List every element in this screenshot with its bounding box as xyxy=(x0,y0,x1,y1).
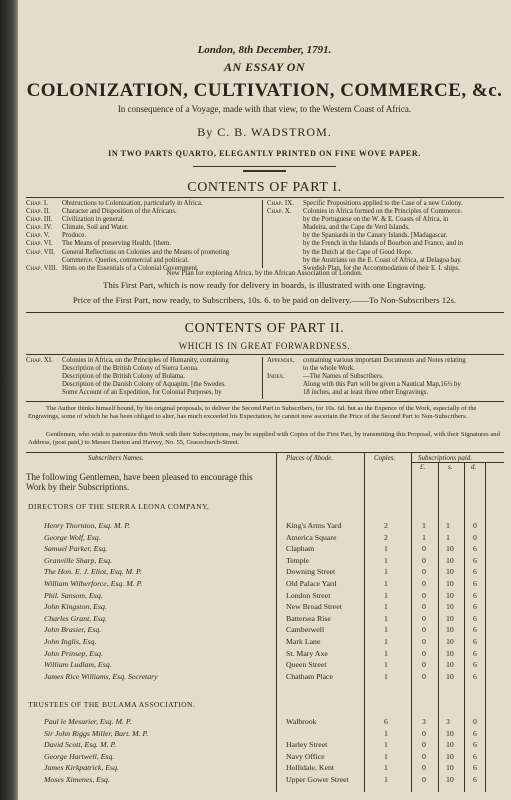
contents-line xyxy=(267,216,463,224)
chapter-number: Chap. II. xyxy=(26,208,51,216)
contents-line xyxy=(267,357,466,365)
pence-paid: 6 xyxy=(473,751,477,761)
pounds-paid: 0 xyxy=(422,613,426,623)
copies-count: 1 xyxy=(384,590,388,600)
shillings-paid: 10 xyxy=(446,555,454,565)
place-of-abode: Temple xyxy=(286,555,310,565)
chapter-number: Appendix, xyxy=(267,357,295,364)
chapter-number: Index. xyxy=(267,373,285,381)
contents-line xyxy=(267,381,466,389)
chapter-title: to the whole Work. xyxy=(303,365,355,373)
shillings-paid: 10 xyxy=(446,774,454,784)
place-of-abode: Hollidale, Kent xyxy=(286,763,335,772)
shillings-paid: 10 xyxy=(446,544,454,554)
shillings-paid: 10 xyxy=(446,637,454,646)
subscriber-name: Phil. Sansom, Esq. xyxy=(44,590,103,600)
table-vline xyxy=(464,462,465,792)
chapter-title: Climate, Soil and Water. xyxy=(62,224,129,232)
copies-count: 2 xyxy=(384,521,388,530)
shillings-paid: 1 xyxy=(446,521,450,530)
contents-line xyxy=(267,200,463,208)
copies-count: 1 xyxy=(384,660,388,670)
column-divider xyxy=(262,200,263,268)
table-vline xyxy=(276,452,277,792)
pounds-paid: 0 xyxy=(422,728,426,738)
contents-line xyxy=(267,373,466,381)
pounds-paid: 0 xyxy=(422,590,426,600)
subscriber-name: James Rice Williams, Esq. Secretary xyxy=(44,671,158,681)
place-of-abode: Battersea Rise xyxy=(286,613,331,623)
subscriber-name: John Prinsep, Esq. xyxy=(44,648,103,658)
contents-line xyxy=(267,240,463,248)
table-vline xyxy=(485,462,486,792)
place-of-abode: Walbrook xyxy=(286,717,317,726)
chapter-number: Chap. VII. xyxy=(26,248,55,256)
chapter-title: Along with this Part will be given a Nautical Map,16½ by xyxy=(303,381,461,389)
contents-line xyxy=(26,232,229,240)
contents-line xyxy=(267,249,463,257)
chapter-title: Produce. xyxy=(62,232,86,240)
pence-paid: 0 xyxy=(473,532,477,542)
place-of-abode: Chatham Place xyxy=(286,671,333,681)
contents-line xyxy=(267,389,466,397)
chapter-title: Specific Propositions applied to the Case of a new Colony. xyxy=(303,200,463,207)
pence-paid: 6 xyxy=(473,555,477,565)
chapter-title: Description of the British Colony of Bulama. xyxy=(62,373,185,381)
pence-paid: 6 xyxy=(473,774,477,784)
subscriber-name: Sir John Riggs Miller, Bart. M. P. xyxy=(44,728,149,738)
copies-count: 1 xyxy=(384,567,388,577)
pounds-paid: 0 xyxy=(422,544,426,554)
contents-line xyxy=(267,257,463,265)
pounds-paid: 0 xyxy=(422,648,426,658)
shillings-paid: 10 xyxy=(446,579,454,588)
pence-paid: 6 xyxy=(473,728,477,738)
shillings-paid: 10 xyxy=(446,660,454,670)
place-of-abode: Harley Street xyxy=(286,740,328,749)
pounds-paid: 0 xyxy=(422,671,426,681)
subscriber-name: John Brasier, Esq. xyxy=(44,625,102,635)
copies-count: 1 xyxy=(384,625,388,635)
part1-plan: New Plan for exploring Africa, by the African Association of London. xyxy=(166,269,363,277)
shillings-paid: 10 xyxy=(446,751,454,761)
chapter-title: Description of the British Colony of Sierra Leona. xyxy=(62,365,199,373)
place-of-abode: St. Mary Axe xyxy=(286,648,328,658)
chapter-title: Obstructions to Colonization, particularly in Africa. xyxy=(62,200,203,207)
copies-count: 6 xyxy=(384,717,388,726)
pounds-paid: 0 xyxy=(422,774,426,784)
pounds-paid: 0 xyxy=(422,751,426,761)
chapter-title: —The Names of Subscribers. xyxy=(303,373,384,381)
place-of-abode: New Broad Street xyxy=(286,602,342,612)
shillings-paid: 10 xyxy=(446,648,454,658)
chapter-title: by the French in the Islands of Bourbon and France, and in xyxy=(303,240,464,248)
chapter-title: Character and Disposition of the Africans. xyxy=(62,208,177,216)
chapter-title: General Reflections on Colonies and the Means of promoting xyxy=(62,248,230,256)
document-title: COLONIZATION, CULTIVATION, COMMERCE, &c. xyxy=(26,80,503,101)
copies-count: 1 xyxy=(384,751,388,761)
contents-line xyxy=(26,389,229,397)
copies-count: 1 xyxy=(384,637,388,646)
chapter-title: by the Portuguese on the W. & E. Coasts of Africa, in xyxy=(303,216,449,224)
dateline: London, 8th December, 1791. xyxy=(197,44,332,56)
table-vline xyxy=(411,452,412,792)
group-heading: TRUSTEES OF THE BULAMA ASSOCIATION. xyxy=(28,700,196,709)
consequence-line: In consequence of a Voyage, made with that view, to the Western Coast of Africa. xyxy=(117,104,412,114)
shillings-paid: 10 xyxy=(446,671,454,681)
copies-count: 1 xyxy=(384,544,388,554)
pence-paid: 6 xyxy=(473,648,477,658)
part2-heading: CONTENTS OF PART II. xyxy=(184,321,345,336)
chapter-number: Chap. V. xyxy=(26,232,50,240)
pence-paid: 0 xyxy=(473,521,477,530)
subscriber-name: John Kingston, Esq. xyxy=(44,602,107,612)
contents-line xyxy=(26,373,229,381)
table-vline xyxy=(364,452,365,792)
subscriber-name: George Wolf, Esq. xyxy=(44,532,101,542)
book-spine-shadow xyxy=(0,0,18,800)
column-divider xyxy=(262,357,263,399)
place-of-abode: Clapham xyxy=(286,544,315,554)
header-pence: d. xyxy=(471,463,477,471)
chapter-title: Description of the Danish Colony of Aquapim. [the Swedes. xyxy=(62,381,226,389)
place-of-abode: Mark Lane xyxy=(286,637,321,646)
chapter-title: Colonies in Africa formed on the Principles of Commerce. xyxy=(303,208,463,216)
pence-paid: 6 xyxy=(473,660,477,670)
chapter-title: 18 inches, and at least three other Engravings. xyxy=(303,389,429,397)
copies-count: 1 xyxy=(384,728,388,738)
place-of-abode: Downing Street xyxy=(286,567,336,577)
shillings-paid: 10 xyxy=(446,613,454,623)
pounds-paid: 0 xyxy=(422,579,426,588)
gentlemen-notice: Gentlemen, who wish to patronize this Work with their Subscriptions, may be supplied with Copies of the First Part, by transmitting this Proposal, with their Signatures and Address, (post paid,) to Messrs Darton and Harvey, No. 55, Gracechurch-Street. xyxy=(28,431,500,446)
divider xyxy=(26,354,504,355)
contents-line xyxy=(267,208,463,216)
place-of-abode: London Street xyxy=(286,590,331,600)
shillings-paid: 10 xyxy=(446,590,454,600)
copies-count: 1 xyxy=(384,613,388,623)
pounds-paid: 1 xyxy=(422,532,426,542)
pounds-paid: 0 xyxy=(422,567,426,577)
part1-right-contents xyxy=(267,200,463,273)
subscriber-name: George Hartwell, Esq. xyxy=(44,751,115,761)
copies-count: 2 xyxy=(384,532,388,542)
header-shillings: s. xyxy=(448,463,453,471)
pence-paid: 6 xyxy=(473,763,477,772)
contents-line xyxy=(267,224,463,232)
divider xyxy=(243,170,286,172)
pounds-paid: 1 xyxy=(422,521,426,530)
pence-paid: 6 xyxy=(473,602,477,612)
part2-right-contents xyxy=(267,357,466,397)
contents-line xyxy=(26,200,229,208)
place-of-abode: Upper Gower Street xyxy=(286,774,349,784)
copies-count: 1 xyxy=(384,648,388,658)
contents-line xyxy=(267,365,466,373)
contents-line xyxy=(26,365,229,373)
part2-subheading: WHICH IS IN GREAT FORWARDNESS. xyxy=(178,341,351,351)
table-top-rule xyxy=(26,452,504,453)
contents-line xyxy=(26,224,229,232)
chapter-number: Chap. I. xyxy=(26,200,48,207)
essay-subtitle: AN ESSAY ON xyxy=(223,60,306,74)
shillings-paid: 3 xyxy=(446,717,450,726)
pence-paid: 6 xyxy=(473,567,477,577)
copies-count: 1 xyxy=(384,740,388,749)
pounds-paid: 0 xyxy=(422,602,426,612)
contents-line xyxy=(26,240,229,248)
table-vline xyxy=(438,462,439,792)
subscriber-name: Moses Ximenes, Esq. xyxy=(44,774,110,784)
chapter-title: The Means of preserving Health. [them. xyxy=(62,240,171,248)
shillings-paid: 10 xyxy=(446,625,454,635)
pence-paid: 6 xyxy=(473,740,477,749)
copies-count: 1 xyxy=(384,579,388,588)
divider xyxy=(26,197,504,198)
chapter-number: Chap. VI. xyxy=(26,240,53,248)
divider xyxy=(193,166,336,167)
pounds-paid: 0 xyxy=(422,740,426,749)
author-line: By C. B. WADSTROM. xyxy=(197,125,332,139)
shillings-paid: 10 xyxy=(446,602,454,612)
header-paid: Subscriptions paid. xyxy=(418,454,473,462)
copies-count: 1 xyxy=(384,555,388,565)
contents-line xyxy=(26,249,229,257)
header-places: Places of Abode. xyxy=(286,454,334,462)
chapter-title: by the Dutch at the Cape of Good Hope. xyxy=(303,248,413,256)
divider xyxy=(26,401,504,402)
place-of-abode: Queen Street xyxy=(286,660,327,670)
chapter-number: Chap. IX. xyxy=(267,200,294,207)
subscriber-name: William Wilberforce, Esq. M. P. xyxy=(44,579,143,588)
subscriber-name: Charles Grant, Esq. xyxy=(44,613,107,623)
chapter-number: Chap. IV. xyxy=(26,224,52,232)
subscriber-name: John Inglis, Esq. xyxy=(44,637,97,646)
subscriber-name: Henry Thornton, Esq. M. P. xyxy=(44,521,131,530)
shillings-paid: 10 xyxy=(446,728,454,738)
table-intro: The following Gentlemen, have been pleased to encourage this Work by their Subscriptions. xyxy=(26,472,253,492)
part1-published: This First Part, which is now ready for delivery in boards, is illustrated with one Engraving. xyxy=(103,280,426,290)
contents-line xyxy=(26,257,229,265)
contents-line xyxy=(26,357,229,365)
chapter-title: by the Spaniards in the Canary Islands. [Madagascar. xyxy=(303,232,448,240)
place-of-abode: America Square xyxy=(286,532,337,542)
chapter-title: by the Austrians on the E. Coast of Africa, at Delagoa bay. xyxy=(303,256,462,264)
shillings-paid: 10 xyxy=(446,567,454,577)
pounds-paid: 0 xyxy=(422,555,426,565)
copies-count: 1 xyxy=(384,671,388,681)
copies-count: 1 xyxy=(384,763,388,772)
subscriber-name: David Scott, Esq. M. P. xyxy=(44,740,117,749)
pounds-paid: 0 xyxy=(422,637,426,646)
pounds-paid: 0 xyxy=(422,660,426,670)
subscriber-name: William Ludlam, Esq. xyxy=(44,660,112,670)
pence-paid: 6 xyxy=(473,671,477,681)
contents-line xyxy=(26,216,229,224)
chapter-number: Chap. VIII. xyxy=(26,264,58,272)
pence-paid: 6 xyxy=(473,590,477,600)
subscriber-name: James Kirkpatrick, Esq. xyxy=(44,763,119,772)
chapter-title: Commerce. Queries, commercial and political. xyxy=(62,256,190,264)
part1-price: Price of the First Part, now ready, to Subscribers, 10s. 6. to be paid on delivery.——To Non-Subscribers 12s. xyxy=(72,295,457,305)
part1-left-contents xyxy=(26,200,229,273)
pounds-paid: 0 xyxy=(422,763,426,772)
chapter-title: Some Account of an Expedition, for Colonial Purposes, by xyxy=(62,389,222,397)
subscriber-name: The Hon. E. J. Eliot, Esq. M. P. xyxy=(44,567,142,577)
copies-count: 1 xyxy=(384,774,388,784)
place-of-abode: Navy Office xyxy=(286,751,325,761)
pence-paid: 0 xyxy=(473,717,477,726)
part1-heading: CONTENTS OF PART I. xyxy=(187,180,342,195)
pence-paid: 6 xyxy=(473,579,477,588)
copies-count: 1 xyxy=(384,602,388,612)
contents-line xyxy=(26,208,229,216)
contents-line xyxy=(267,232,463,240)
pounds-paid: 3 xyxy=(422,717,426,726)
parts-line: IN TWO PARTS QUARTO, ELEGANTLY PRINTED ON FINE WOVE PAPER. xyxy=(108,149,421,158)
chapter-title: Swedish Plan, for the Accommodation of their E. I. ships. xyxy=(303,264,460,272)
subscriber-name: Paul le Mesurier, Esq. M. P. xyxy=(44,717,132,726)
pence-paid: 6 xyxy=(473,544,477,554)
place-of-abode: Old Palace Yard xyxy=(286,579,337,588)
chapter-title: Colonies in Africa, on the Principles of Humanity, containing xyxy=(62,357,229,364)
place-of-abode: Camberwell xyxy=(286,625,325,635)
chapter-title: Hints on the Essentials of a Colonial Government. xyxy=(62,264,199,272)
header-copies: Copies. xyxy=(374,454,396,462)
part2-left-contents xyxy=(26,357,229,397)
header-pounds: £. xyxy=(420,463,426,471)
shillings-paid: 1 xyxy=(446,532,450,542)
shillings-paid: 10 xyxy=(446,763,454,772)
chapter-number: Chap. III. xyxy=(26,216,53,224)
pence-paid: 6 xyxy=(473,625,477,635)
pounds-paid: 0 xyxy=(422,625,426,635)
chapter-title: Madeira, and the Cape de Verd Islands. xyxy=(303,224,410,232)
header-names: Subscribers Names. xyxy=(88,454,144,462)
chapter-title: Civilization in general. xyxy=(62,216,125,224)
contents-line xyxy=(26,381,229,389)
chapter-number: Chap. X. xyxy=(267,208,292,216)
subscriber-name: Granville Sharp, Esq. xyxy=(44,555,113,565)
pence-paid: 6 xyxy=(473,637,477,646)
pence-paid: 6 xyxy=(473,613,477,623)
group-heading: DIRECTORS OF THE SIERRA LEONA COMPANY, xyxy=(28,502,210,511)
divider xyxy=(26,312,504,313)
subscriber-name: Samuel Parker, Esq. xyxy=(44,544,108,554)
author-notice: The Author thinks himself bound, by his original proposals, to deliver the Second Part to Subscribers, for 10s. 6d. but as the Expence of the Work, especially of the Engravings, some of which he has been obliged to alter, has much exceeded his Expectation, he cannot now ascertain the Price of the Second Part to Non-Subscribers. xyxy=(28,405,477,420)
shillings-paid: 10 xyxy=(446,740,454,749)
chapter-title: containing various important Documents and Notes relating xyxy=(303,357,466,364)
document-page xyxy=(18,0,511,800)
chapter-number: Chap. XI. xyxy=(26,357,53,364)
place-of-abode: King's Arms Yard xyxy=(286,521,342,530)
